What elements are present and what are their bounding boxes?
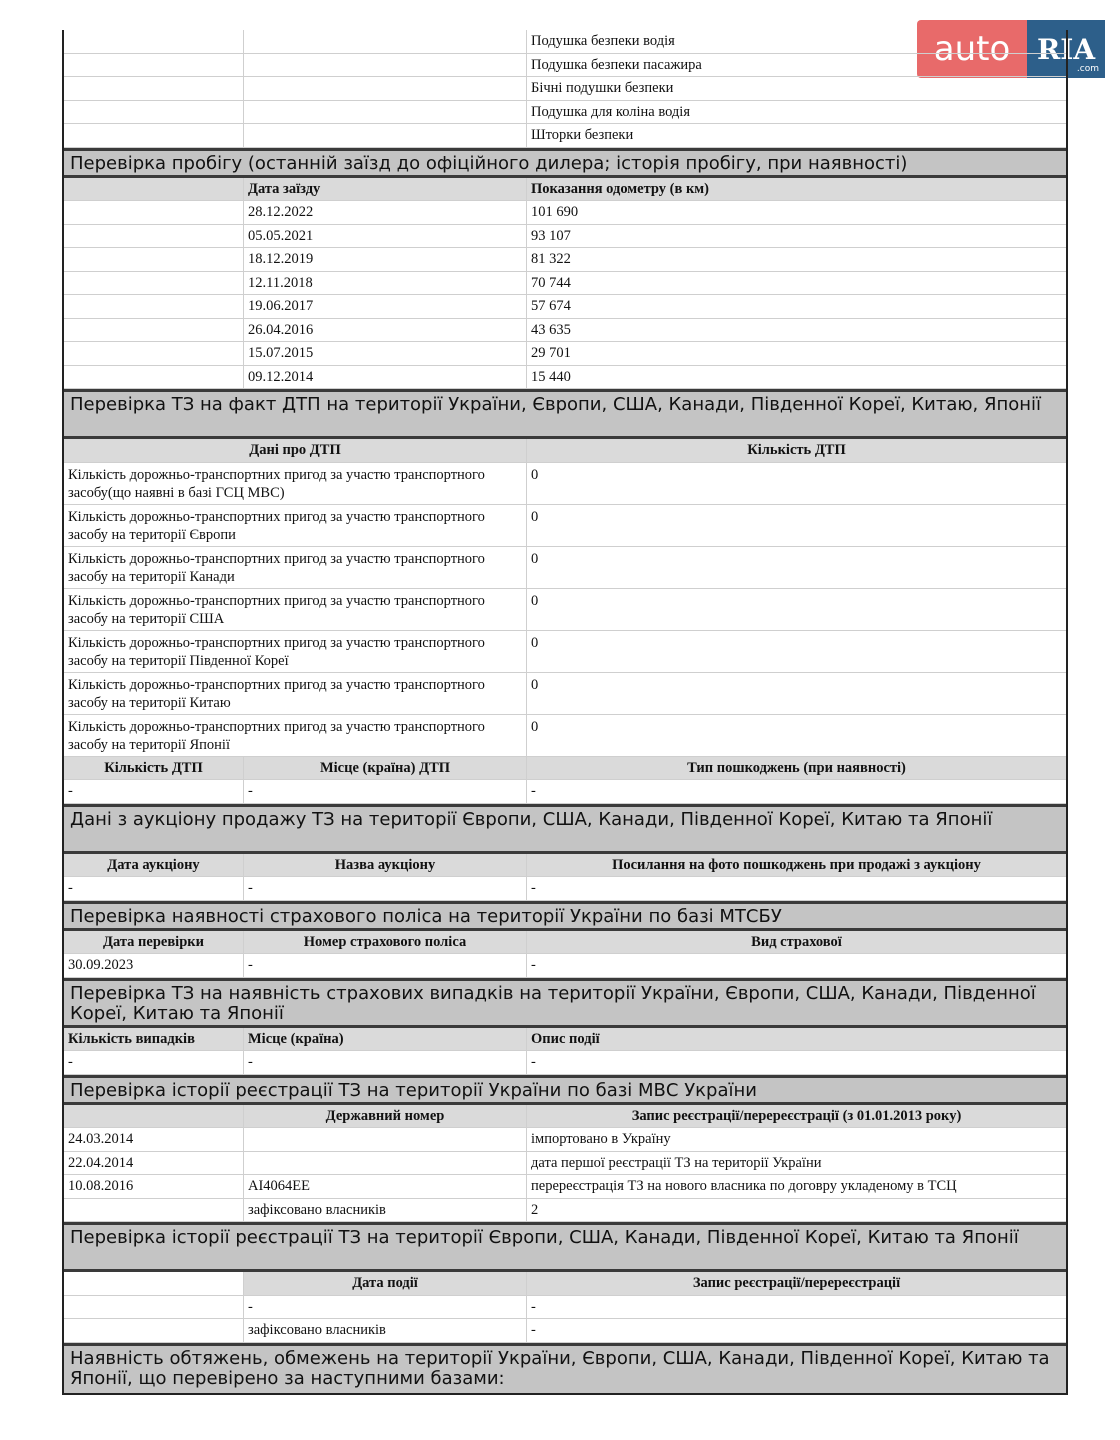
table-header bbox=[64, 931, 1066, 955]
table-row bbox=[64, 505, 1066, 547]
table-row bbox=[64, 877, 1066, 901]
table-cell: Кількість дорожньо-транспортних пригод за участю транспортного засобу на території США bbox=[64, 589, 527, 630]
table-cell: Подушка безпеки водія bbox=[531, 33, 675, 49]
table-cell bbox=[244, 54, 527, 77]
table-row bbox=[64, 631, 1066, 673]
table-cell: Бічні подушки безпеки bbox=[531, 80, 674, 96]
table-row bbox=[64, 342, 1066, 366]
table-cell bbox=[64, 54, 244, 77]
table-cell: зафіксовано власників bbox=[244, 1199, 527, 1222]
table-cell: 43 635 bbox=[531, 321, 571, 338]
table-row bbox=[64, 101, 1066, 125]
table-cell: 0 bbox=[531, 634, 539, 651]
table-row bbox=[64, 319, 1066, 343]
table-row bbox=[64, 1199, 1066, 1223]
table-cell: - bbox=[244, 877, 527, 900]
table-cell bbox=[244, 30, 527, 53]
table-cell: Державний номер bbox=[244, 1105, 527, 1128]
table-cell: - bbox=[531, 783, 536, 799]
table-cell: Дата заїзду bbox=[244, 178, 527, 201]
table-cell bbox=[64, 295, 244, 318]
table-cell: Подушка для коліна водія bbox=[531, 103, 690, 120]
table-cell: Вид страхової bbox=[751, 933, 842, 950]
table-row bbox=[64, 954, 1066, 978]
table-cell: - bbox=[531, 1322, 536, 1338]
table-cell bbox=[64, 248, 244, 271]
table-cell: 09.12.2014 bbox=[244, 366, 527, 389]
table-cell bbox=[64, 1272, 244, 1295]
table-cell: дата першої реєстрації ТЗ на території України bbox=[531, 1154, 822, 1171]
table-cell: 18.12.2019 bbox=[244, 248, 527, 271]
table-cell: 0 bbox=[531, 676, 539, 693]
table-cell: 24.03.2014 bbox=[64, 1128, 244, 1151]
table-cell bbox=[244, 101, 527, 124]
logo-auto: auto bbox=[917, 20, 1027, 78]
table-cell: 19.06.2017 bbox=[244, 295, 527, 318]
table-header bbox=[64, 178, 1066, 202]
table-cell: Опис події bbox=[531, 1030, 600, 1047]
table-row bbox=[64, 295, 1066, 319]
table-header bbox=[64, 439, 1066, 463]
table-cell: 81 322 bbox=[531, 251, 571, 267]
table-row bbox=[64, 1152, 1066, 1176]
table-cell: Місце (країна) ДТП bbox=[244, 757, 527, 780]
table-row bbox=[64, 225, 1066, 249]
table-cell bbox=[64, 1319, 244, 1342]
table-cell: 0 bbox=[531, 466, 539, 483]
table-cell: Шторки безпеки bbox=[531, 127, 634, 143]
table-cell: 0 bbox=[531, 550, 539, 567]
table-row bbox=[64, 463, 1066, 505]
table-row bbox=[64, 1175, 1066, 1199]
section-title-claims: Перевірка ТЗ на наявність страхових випадків на території України, Європи, США, Канади, Південної Кореї, Китаю та Японії bbox=[64, 978, 1066, 1028]
table-cell: 57 674 bbox=[531, 298, 571, 314]
section-title-accidents: Перевірка ТЗ на факт ДТП на території України, Європи, США, Канади, Південної Кореї, Китаю, Японії bbox=[64, 389, 1066, 439]
table-cell bbox=[64, 342, 244, 365]
table-row bbox=[64, 201, 1066, 225]
table-row bbox=[64, 124, 1066, 148]
table-cell: Назва аукціону bbox=[244, 854, 527, 877]
table-cell: Кількість дорожньо-транспортних пригод за участю транспортного засобу на території Японії bbox=[64, 715, 527, 756]
table-cell bbox=[244, 77, 527, 100]
table-cell: - bbox=[244, 954, 527, 977]
table-header bbox=[64, 1105, 1066, 1129]
table-cell: 12.11.2018 bbox=[244, 272, 527, 295]
table-cell: Дані про ДТП bbox=[64, 439, 527, 462]
table-cell: - bbox=[64, 1051, 244, 1074]
table-cell: 22.04.2014 bbox=[64, 1152, 244, 1175]
table-cell: - bbox=[64, 780, 244, 803]
table-cell bbox=[244, 1152, 527, 1175]
table-row bbox=[64, 77, 1066, 101]
table-cell: 2 bbox=[531, 1201, 539, 1218]
table-cell: Кількість випадків bbox=[64, 1028, 244, 1051]
table-cell bbox=[244, 1128, 527, 1151]
table-cell: Кількість дорожньо-транспортних пригод за участю транспортного засобу на території Південної Кореї bbox=[64, 631, 527, 672]
table-cell: імпортовано в Україну bbox=[531, 1131, 671, 1147]
table-cell: 0 bbox=[531, 718, 539, 735]
table-cell: Посилання на фото пошкоджень при продажі з аукціону bbox=[612, 856, 981, 873]
table-cell: Подушка безпеки пасажира bbox=[531, 56, 702, 73]
table-cell: - bbox=[244, 1051, 527, 1074]
table-cell: Номер страхового поліса bbox=[244, 931, 527, 954]
table-cell bbox=[64, 1296, 244, 1319]
table-cell: 15.07.2015 bbox=[244, 342, 527, 365]
table-cell bbox=[64, 272, 244, 295]
table-cell bbox=[64, 124, 244, 147]
table-cell: - bbox=[531, 880, 536, 896]
table-header bbox=[64, 1028, 1066, 1052]
table-cell: перереєстрація ТЗ на нового власника по договру укладеному в ТСЦ bbox=[531, 1178, 957, 1194]
table-cell bbox=[64, 178, 244, 201]
table-row bbox=[64, 1128, 1066, 1152]
table-header bbox=[64, 1272, 1066, 1296]
table-header bbox=[64, 757, 1066, 781]
table-row bbox=[64, 780, 1066, 804]
table-cell: Тип пошкоджень (при наявності) bbox=[687, 759, 906, 776]
table-cell: Показання одометру (в км) bbox=[531, 180, 710, 197]
table-cell bbox=[64, 30, 244, 53]
table-cell bbox=[244, 124, 527, 147]
table-row bbox=[64, 272, 1066, 296]
table-cell: 0 bbox=[531, 508, 539, 525]
table-row bbox=[64, 547, 1066, 589]
section-title-registration-world: Перевірка історії реєстрації ТЗ на території Європи, США, Канади, Південної Кореї, Китаю та Японії bbox=[64, 1222, 1066, 1272]
logo-ria: RIA .com bbox=[1027, 20, 1105, 78]
table-cell: - bbox=[64, 877, 244, 900]
table-header bbox=[64, 854, 1066, 878]
report-document bbox=[62, 30, 1068, 1395]
table-cell: 26.04.2016 bbox=[244, 319, 527, 342]
table-row bbox=[64, 1296, 1066, 1320]
table-cell: - bbox=[531, 957, 536, 973]
table-cell: Кількість дорожньо-транспортних пригод за участю транспортного засобу на території Китаю bbox=[64, 673, 527, 714]
table-cell: 30.09.2023 bbox=[64, 954, 244, 977]
table-cell bbox=[64, 101, 244, 124]
table-row bbox=[64, 673, 1066, 715]
table-row bbox=[64, 248, 1066, 272]
table-cell: - bbox=[244, 780, 527, 803]
table-cell: 15 440 bbox=[531, 368, 571, 385]
table-cell: 0 bbox=[531, 592, 539, 609]
table-cell: - bbox=[531, 1298, 536, 1315]
table-row bbox=[64, 30, 1066, 54]
table-cell bbox=[64, 1105, 244, 1128]
table-cell: 10.08.2016 bbox=[64, 1175, 244, 1198]
table-cell bbox=[64, 1199, 244, 1222]
table-row bbox=[64, 715, 1066, 757]
table-cell bbox=[64, 201, 244, 224]
section-title-insurance: Перевірка наявності страхового поліса на території України по базі МТСБУ bbox=[64, 901, 1066, 931]
table-cell: Запис реєстрації/перереєстрації (з 01.01.2013 року) bbox=[631, 1107, 962, 1124]
table-cell: Кількість дорожньо-транспортних пригод за участю транспортного засобу(що наявні в базі ГСЦ МВС) bbox=[64, 463, 527, 504]
table-row bbox=[64, 1319, 1066, 1343]
table-cell: 28.12.2022 bbox=[244, 201, 527, 224]
table-cell: - bbox=[531, 1054, 536, 1070]
table-cell: 101 690 bbox=[531, 204, 579, 220]
table-cell: AI4064EE bbox=[244, 1175, 527, 1198]
table-cell: 29 701 bbox=[531, 345, 571, 361]
section-title-auction: Дані з аукціону продажу ТЗ на території Європи, США, Канади, Південної Кореї, Китаю та Японії bbox=[64, 804, 1066, 854]
table-cell: Дата перевірки bbox=[64, 931, 244, 954]
table-cell: 93 107 bbox=[531, 227, 571, 244]
table-cell: Кількість дорожньо-транспортних пригод за участю транспортного засобу на території Європи bbox=[64, 505, 527, 546]
section-title-mileage: Перевірка пробігу (останній заїзд до офіційного дилера; історія пробігу, при наявності) bbox=[64, 148, 1066, 178]
table-cell: Місце (країна) bbox=[244, 1028, 527, 1051]
table-row bbox=[64, 1051, 1066, 1075]
table-cell: Кількість ДТП bbox=[64, 757, 244, 780]
table-cell bbox=[64, 319, 244, 342]
table-cell: Дата аукціону bbox=[64, 854, 244, 877]
table-cell bbox=[64, 77, 244, 100]
table-cell: 05.05.2021 bbox=[244, 225, 527, 248]
table-cell bbox=[64, 225, 244, 248]
table-row bbox=[64, 589, 1066, 631]
section-title-encumbrance: Наявність обтяжень, обмежень на території України, Європи, США, Канади, Південної Кореї, Китаю та Японії, що перевірено за наступними базами: bbox=[64, 1343, 1066, 1393]
table-cell: - bbox=[244, 1296, 527, 1319]
section-title-registration-ua: Перевірка історії реєстрації ТЗ на території України по базі МВС України bbox=[64, 1075, 1066, 1105]
table-cell: зафіксовано власників bbox=[244, 1319, 527, 1342]
table-cell bbox=[64, 366, 244, 389]
table-cell: Запис реєстрації/перереєстрації bbox=[692, 1275, 901, 1291]
table-cell: Кількість дорожньо-транспортних пригод за участю транспортного засобу на території Канади bbox=[64, 547, 527, 588]
table-cell: Дата події bbox=[244, 1272, 527, 1295]
table-row bbox=[64, 54, 1066, 78]
table-cell: 70 744 bbox=[531, 274, 571, 291]
table-row bbox=[64, 366, 1066, 390]
table-cell: Кількість ДТП bbox=[747, 442, 846, 458]
